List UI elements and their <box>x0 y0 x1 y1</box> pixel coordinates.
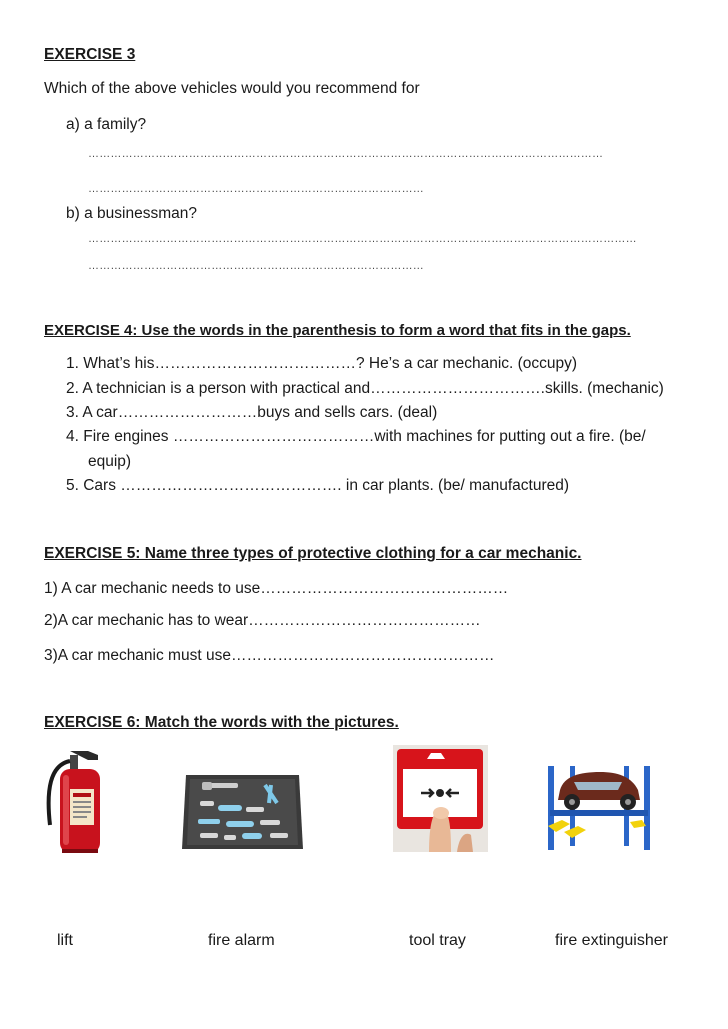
exercise-4-item-4: 4. Fire engines …………………………………with machines for putting out a fire. (be/ <box>66 428 646 445</box>
exercise-5-item-1: 1) A car mechanic needs to use………………………………………… <box>44 580 509 597</box>
fire-alarm-picture <box>393 745 488 852</box>
exercise-3-heading: EXERCISE 3 <box>44 46 136 63</box>
fire-extinguisher-picture <box>40 745 110 855</box>
exercise-4-heading: EXERCISE 4: Use the words in the parenthesis to form a word that fits in the gaps. <box>44 322 631 339</box>
answer-line-a2[interactable]: ……………………………………………………………………………… <box>88 183 424 195</box>
exercise-4-item-4-continued: equip) <box>88 453 132 470</box>
exercise-6-heading: EXERCISE 6: Match the words with the pictures. <box>44 714 399 731</box>
exercise-5-item-2: 2)A car mechanic has to wear……………………………………… <box>44 612 481 629</box>
match-word-fire-alarm: fire alarm <box>208 932 275 949</box>
match-word-lift: lift <box>57 932 73 949</box>
exercise-4-item-5: 5. Cars ……………………………………. in car plants. (be/ manufactured) <box>66 477 570 494</box>
tool-tray-picture <box>180 765 305 855</box>
answer-line-b2[interactable]: ……………………………………………………………………………… <box>88 260 424 272</box>
exercise-5-item-3: 3)A car mechanic must use…………………………………………… <box>44 647 495 664</box>
exercise-5-heading: EXERCISE 5: Name three types of protective clothing for a car mechanic. <box>44 545 582 562</box>
answer-line-b1[interactable]: ………………………………………………………………………………………………………………………………… <box>88 233 637 245</box>
answer-line-a1[interactable]: ………………………………………………………………………………………………………………………… <box>88 148 604 160</box>
exercise-4-item-2: 2. A technician is a person with practical and…………………………….skills. (mechanic) <box>66 380 664 397</box>
exercise-3-question: Which of the above vehicles would you recommend for <box>44 80 420 97</box>
exercise-3-item-b: b) a businessman? <box>66 205 197 222</box>
car-lift-picture <box>540 760 660 852</box>
exercise-4-item-1: 1. What’s his…………………………………? He’s a car mechanic. (occupy) <box>66 355 578 372</box>
match-word-tool-tray: tool tray <box>409 932 466 949</box>
exercise-4-item-3: 3. A car………………………buys and sells cars. (deal) <box>66 404 438 421</box>
match-word-fire-extinguisher: fire extinguisher <box>555 932 668 949</box>
exercise-3-item-a: a) a family? <box>66 116 147 133</box>
